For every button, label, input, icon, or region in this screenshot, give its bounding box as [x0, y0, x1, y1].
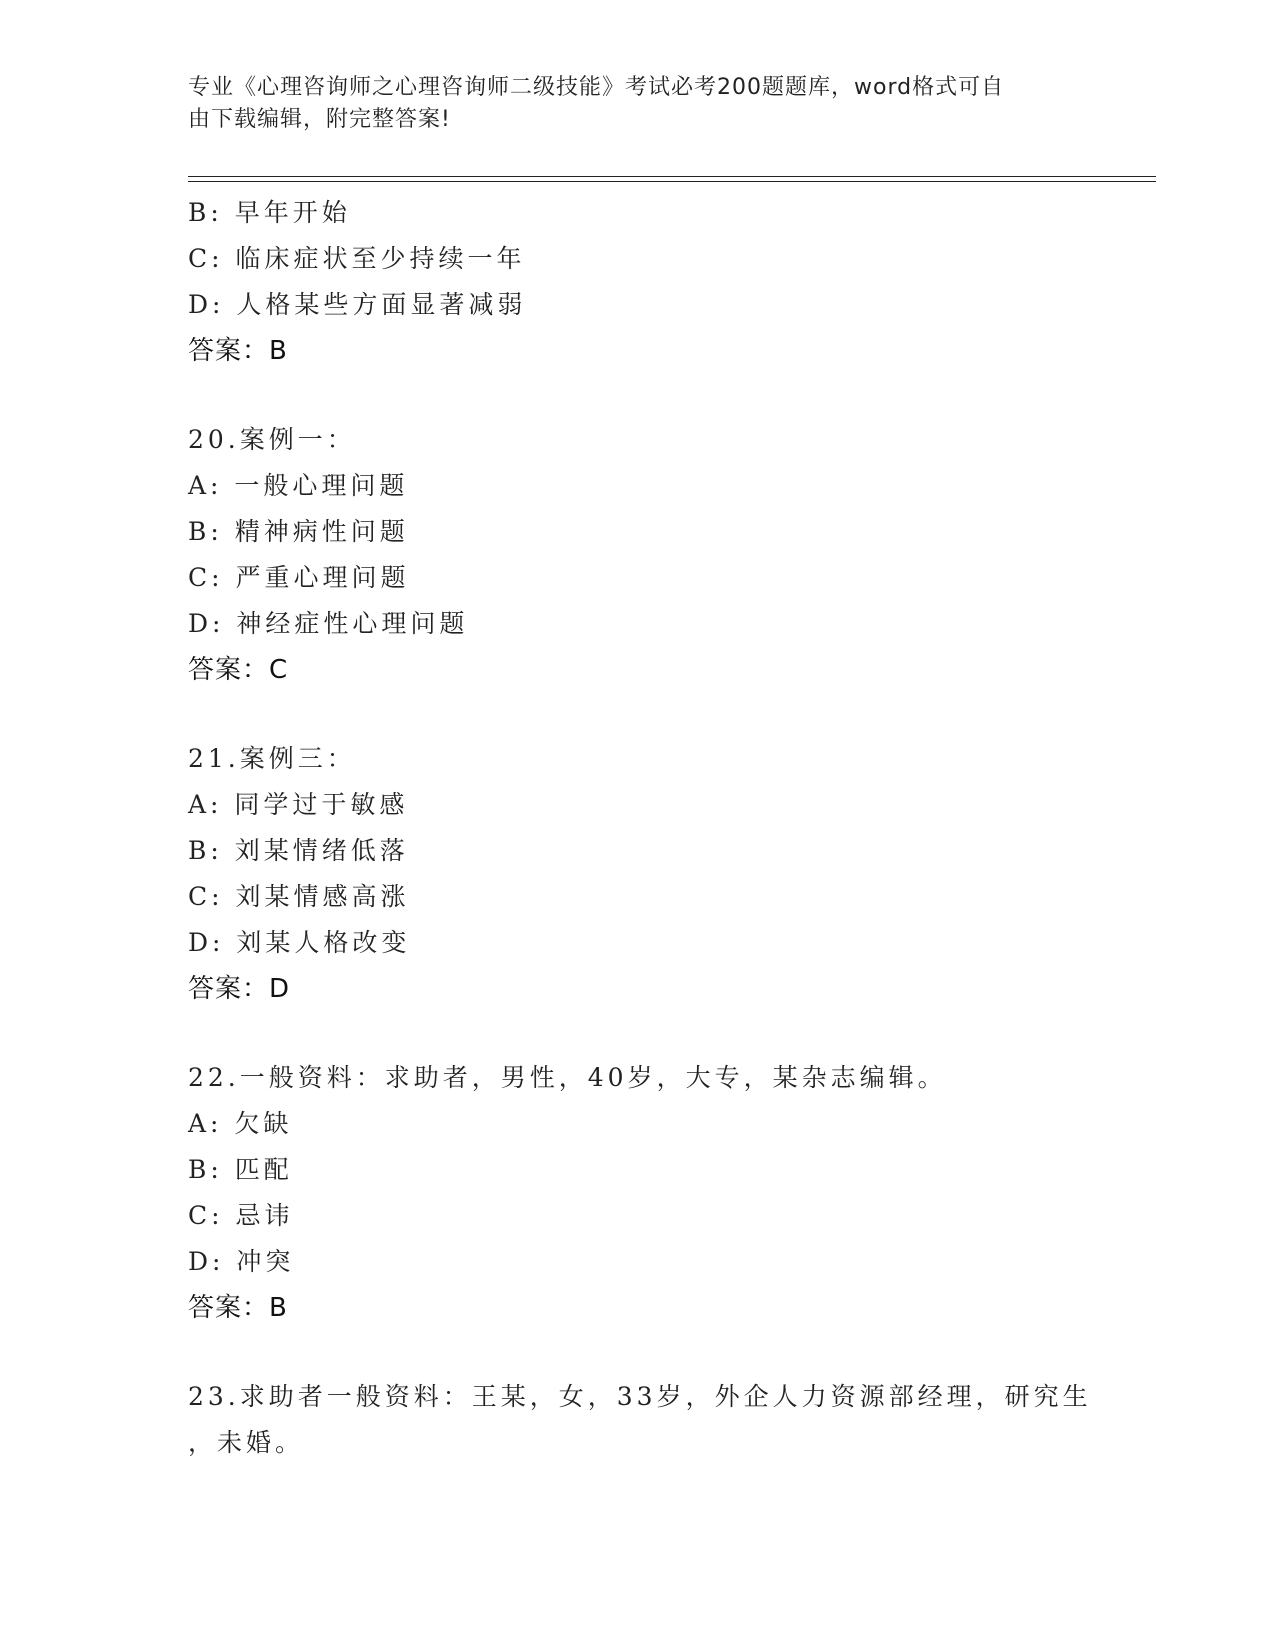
option-c: C: 临床症状至少持续一年	[188, 244, 526, 273]
question-block	[188, 190, 1148, 374]
question-block	[188, 417, 1148, 693]
document-header	[188, 72, 1068, 136]
question-block	[188, 1055, 1148, 1331]
question-stem: 22.一般资料：求助者，男性，40岁，大专，某杂志编辑。	[188, 1063, 947, 1092]
header-line-1: 专业《心理咨询师之心理咨询师二级技能》考试必考200题题库，word格式可自	[188, 75, 1005, 100]
question-block	[188, 1374, 1148, 1466]
header-divider-bottom	[188, 181, 1156, 182]
option-b: B: 精神病性问题	[188, 517, 409, 546]
option-c: C: 忌讳	[188, 1201, 294, 1230]
option-a: A: 一般心理问题	[188, 471, 409, 500]
question-block	[188, 736, 1148, 1012]
question-list	[188, 190, 1148, 1466]
question-stem-continuation: ，未婚。	[188, 1428, 305, 1457]
header-line-2: 由下载编辑，附完整答案!	[188, 107, 451, 132]
question-stem: 20.案例一：	[188, 425, 356, 454]
option-c: C: 刘某情感高涨	[188, 882, 410, 911]
option-b: B: 刘某情绪低落	[188, 836, 409, 865]
answer-label: 答案：C	[188, 655, 289, 685]
header-divider-top	[188, 176, 1156, 177]
option-d: D: 刘某人格改变	[188, 928, 411, 957]
answer-label: 答案：B	[188, 336, 288, 366]
option-c: C: 严重心理问题	[188, 563, 410, 592]
answer-label: 答案：B	[188, 1293, 288, 1323]
option-d: D: 冲突	[188, 1247, 295, 1276]
option-a: A: 欠缺	[188, 1109, 293, 1138]
option-d: D: 神经症性心理问题	[188, 609, 469, 638]
option-d: D: 人格某些方面显著减弱	[188, 290, 527, 319]
answer-label: 答案：D	[188, 974, 291, 1004]
option-a: A: 同学过于敏感	[188, 790, 409, 819]
question-stem: 23.求助者一般资料：王某，女，33岁，外企人力资源部经理，研究生	[188, 1382, 1092, 1411]
option-b: B: 匹配	[188, 1155, 293, 1184]
question-stem: 21.案例三：	[188, 744, 356, 773]
option-b: B: 早年开始	[188, 198, 351, 227]
